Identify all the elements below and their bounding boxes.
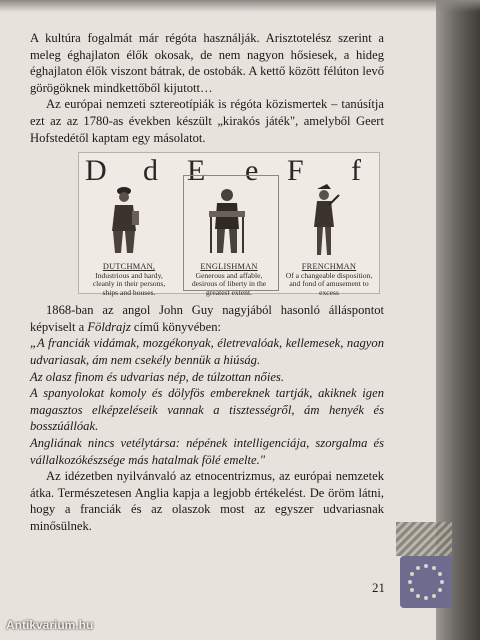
dutchman-text: Industrious and hardy, cleanly in their persons, ships and houses. bbox=[92, 270, 166, 297]
letter-d: d bbox=[143, 154, 158, 188]
dutchman-caption bbox=[85, 263, 173, 297]
paragraph-3 bbox=[30, 302, 384, 335]
decorative-pattern bbox=[396, 522, 452, 556]
watermark: Antikvarium.hu bbox=[6, 618, 94, 632]
quote-italian: Az olasz finom és udvarias nép, de túlzottan nőies. bbox=[30, 369, 284, 384]
letter-E: E bbox=[187, 154, 206, 188]
englishman-name: ENGLISHMAN bbox=[200, 262, 258, 272]
page-text bbox=[30, 30, 384, 534]
eu-stars-icon bbox=[400, 556, 452, 608]
page-number: 21 bbox=[372, 580, 385, 595]
letter-f: f bbox=[351, 154, 361, 188]
book-title: Földrajz bbox=[87, 319, 131, 334]
letter-D: D bbox=[85, 154, 107, 188]
top-edge-shadow bbox=[0, 0, 480, 12]
englishman-figure-icon bbox=[205, 181, 249, 261]
puzzle-illustration bbox=[78, 152, 380, 297]
englishman-text: Generous and affable, desirous of liberty in the greatest extent. bbox=[191, 270, 267, 297]
paragraph-1: A kultúra fogalmát már régóta használják. Arisztotelész szerint a meleg éghajlaton élők okosak, de nem nagyon hősiesek, a hideg éghajlaton élők viszont bátrak, de ostobák. A kettő között félúton levő görögöknek mindkettőből kijutott… bbox=[30, 31, 384, 95]
quote-french: „A franciák vidámak, mozgékonyak, életrevalóak, kellemesek, nagyon udvariasak, ám nem csekély bennük a hiúság. bbox=[30, 336, 384, 367]
dutchman-figure-icon bbox=[107, 181, 141, 261]
frenchman-name: FRENCHMAN bbox=[301, 262, 357, 272]
paragraph-4: Az idézetben nyilvánvaló az etnocentrizmus, az európai nemzetek átka. Természetesen Anglia kapja a legjobb értékelést. De öröm látni, hogy a franciák és az olaszok most az egyszer udvariasnak minősülnek. bbox=[30, 469, 384, 533]
englishman-caption bbox=[185, 263, 273, 297]
dutchman-name: DUTCHMAN, bbox=[102, 262, 156, 272]
paragraph-3-start: 1868-ban az angol John Guy nagyjából hasonló álláspontot képviselt a bbox=[30, 303, 384, 334]
letter-F: F bbox=[287, 154, 304, 188]
frenchman-figure-icon bbox=[307, 181, 341, 261]
letter-e: e bbox=[245, 154, 259, 188]
quote-english: Angliának nincs vetélytársa: népének intelligenciája, szorgalma és vállalkozókészsége más hatalmak fölé emelte." bbox=[30, 435, 384, 467]
quote-spanish: A spanyolokat komoly és dölyfös embereknek tartják, akiknek igen magasztos elképzeléseik vannak a tisztességről, ám henyék és bosszúállóak. bbox=[30, 386, 384, 434]
frenchman-text: Of a changeable disposition, and fond of amusement to excess bbox=[285, 270, 373, 297]
paragraph-2: Az európai nemzeti sztereotípiák is régóta közismertek – tanúsítja ezt az az 1780-as években készült „kirakós játék", amelyből Geert Hofstedétől kaptam egy másolatot. bbox=[30, 97, 384, 145]
paragraph-3-end: című könyvében: bbox=[130, 319, 221, 334]
frenchman-caption bbox=[285, 263, 373, 297]
